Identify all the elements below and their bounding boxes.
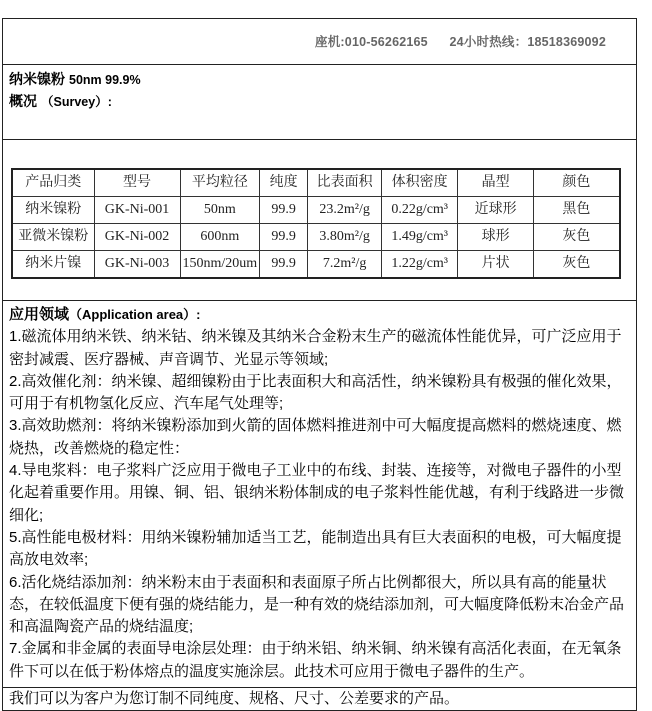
table-cell: 7.2m²/g — [308, 251, 382, 279]
table-cell: 灰色 — [534, 224, 620, 251]
landline-phone: 座机:010-56262165 — [315, 35, 428, 49]
application-heading — [9, 304, 630, 326]
table-cell: 99.9 — [260, 251, 308, 279]
application-item: 5.高性能电极材料：用纳米镍粉辅加适当工艺，能制造出具有巨大表面积的电极，可大幅度提高放电效率; — [9, 528, 622, 569]
table-cell: 黑色 — [534, 197, 620, 224]
survey-label: 概况 — [9, 93, 37, 109]
table-row — [12, 251, 620, 279]
table-cell: 3.80m²/g — [308, 224, 382, 251]
application-item: 4.导电浆料：电子浆料广泛应用于微电子工业中的布线、封装、连接等，对微电子器件的小型化起着重要作用。用镍、铜、铝、银纳米粉体制成的电子浆料性能优越，有利于线路进一步微细化; — [9, 462, 625, 524]
table-cell: 1.49g/cm³ — [382, 224, 458, 251]
table-cell: 片状 — [458, 251, 534, 279]
product-spec: 50nm 99.9% — [69, 73, 141, 87]
table-cell: 1.22g/cm³ — [382, 251, 458, 279]
application-section — [2, 300, 637, 687]
table-cell: GK-Ni-001 — [94, 197, 180, 224]
column-header: 晶型 — [458, 169, 534, 197]
table-cell: 600nm — [180, 224, 260, 251]
table-cell: 23.2m²/g — [308, 197, 382, 224]
application-item: 7.金属和非金属的表面导电涂层处理：由于纳米铝、纳米铜、纳米镍有高活化表面，在无氧条件下可以在低于粉体熔点的温度实施涂层。此技术可应用于微电子器件的生产。 — [9, 640, 622, 680]
custom-order-note — [2, 687, 637, 711]
application-item: 6.活化烧结添加剂：纳米粉末由于表面积和表面原子所占比例都很大，所以具有高的能量状态，在较低温度下便有强的烧结能力，是一种有效的烧结添加剂，可大幅度降低粉末冶金产品和高温陶瓷产品的烧结温度; — [9, 573, 625, 636]
spec-section — [2, 139, 637, 300]
table-cell: 亚微米镍粉 — [12, 224, 94, 251]
custom-order-text: 我们可以为客户为您订制不同纯度、规格、尺寸、公差要求的产品。 — [9, 690, 460, 708]
table-row — [12, 197, 620, 224]
column-header: 型号 — [94, 169, 180, 197]
column-header: 纯度 — [260, 169, 308, 197]
application-item: 3.高效助燃剂：将纳米镍粉添加到火箭的固体燃料推进剂中可大幅度提高燃料的燃烧速度、燃烧热，改善燃烧的稳定性： — [9, 417, 622, 457]
table-cell: 0.22g/cm³ — [382, 197, 458, 224]
table-cell: 灰色 — [534, 251, 620, 279]
table-cell: 纳米镍粉 — [12, 197, 94, 224]
table-cell: 99.9 — [260, 224, 308, 251]
column-header: 比表面积 — [308, 169, 382, 197]
application-heading-en: （Application area）: — [69, 307, 201, 322]
product-name: 纳米镍粉 — [9, 71, 65, 87]
table-cell: 纳米片镍 — [12, 251, 94, 279]
table-cell: 球形 — [458, 224, 534, 251]
product-title — [9, 69, 636, 91]
application-heading-cn: 应用领域 — [9, 306, 70, 323]
column-header: 产品归类 — [12, 169, 94, 197]
spec-table — [11, 168, 621, 279]
column-header: 体积密度 — [382, 169, 458, 197]
table-header-row — [12, 169, 620, 197]
table-cell: 150nm/20um — [180, 251, 260, 279]
column-header: 平均粒径 — [180, 169, 260, 197]
contact-info — [3, 34, 606, 50]
survey-label-en: （Survey）: — [41, 95, 112, 109]
contact-header — [2, 18, 637, 64]
hotline-phone: 24小时热线：18518369092 — [449, 35, 606, 49]
product-intro — [2, 64, 637, 139]
application-item: 2.高效催化剂：纳米镍、超细镍粉由于比表面积大和高活性，纳米镍粉具有极强的催化效果，可用于有机物氢化反应、汽车尾气处理等; — [9, 372, 622, 413]
application-item: 1.磁流体用纳米铁、纳米钴、纳米镍及其纳米合金粉末生产的磁流体性能优异，可广泛应用于密封减震、医疗器械、声音调节、光显示等领域; — [9, 328, 622, 368]
table-cell: GK-Ni-003 — [94, 251, 180, 279]
column-header: 颜色 — [534, 169, 620, 197]
table-row — [12, 224, 620, 251]
table-cell: GK-Ni-002 — [94, 224, 180, 251]
table-cell: 50nm — [180, 197, 260, 224]
table-cell: 近球形 — [458, 197, 534, 224]
survey-heading — [9, 91, 636, 113]
table-cell: 99.9 — [260, 197, 308, 224]
